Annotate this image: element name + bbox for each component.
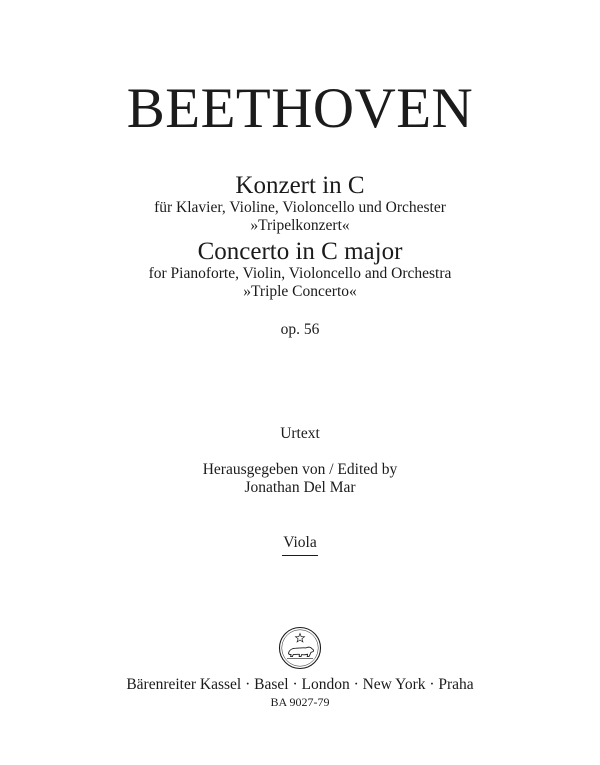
baerenreiter-bear-seal-icon [278, 626, 322, 670]
edited-by-label: Herausgegeben von / Edited by [202, 461, 398, 478]
publisher-cities: Bärenreiter Kassel · Basel · London · New York · Praha [126, 676, 474, 693]
edition-type: Urtext [280, 425, 320, 442]
german-subtitle-instruments: für Klavier, Violine, Violoncello und Orchester [154, 199, 446, 216]
german-subtitle-nickname: »Tripelkonzert« [250, 217, 350, 234]
german-title: Konzert in C [235, 172, 365, 199]
opus-number: op. 56 [280, 321, 320, 338]
english-title: Concerto in C major [197, 238, 403, 265]
catalog-number: BA 9027-79 [270, 695, 330, 709]
editor-name: Jonathan Del Mar [244, 479, 356, 496]
english-subtitle-instruments: for Pianoforte, Violin, Violoncello and Orchestra [148, 265, 452, 282]
english-subtitle-nickname: »Triple Concerto« [243, 283, 357, 300]
instrument-part: Viola [283, 534, 317, 551]
instrument-underline [282, 555, 318, 556]
composer-name: BEETHOVEN [126, 77, 474, 140]
